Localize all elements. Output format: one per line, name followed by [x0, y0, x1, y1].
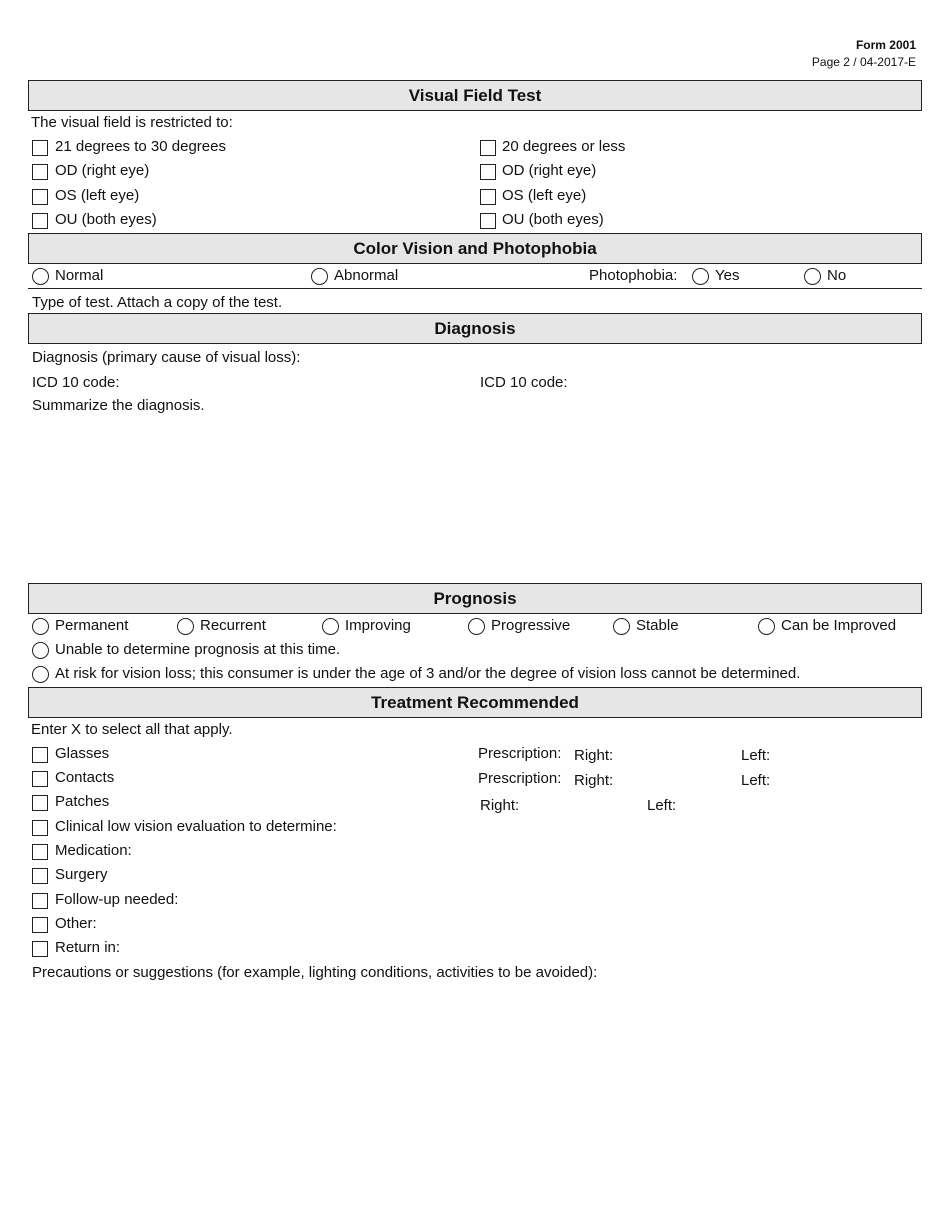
radio-abnormal[interactable]: [311, 268, 328, 285]
checkbox-return-in[interactable]: [32, 941, 48, 957]
label-os-left-eye-left: OS (left eye): [55, 187, 140, 204]
radio-unable-to-determine[interactable]: [32, 642, 49, 659]
checkbox-follow-up[interactable]: [32, 893, 48, 909]
radio-permanent[interactable]: [32, 618, 49, 635]
label-permanent: Permanent: [55, 617, 129, 634]
contacts-right-label: Right:: [574, 772, 614, 789]
label-patches: Patches: [55, 793, 110, 810]
divider: [28, 288, 922, 289]
checkbox-ou-both-eyes-right[interactable]: [480, 213, 496, 229]
section-header-visual-field: Visual Field Test: [28, 80, 922, 111]
label-photophobia-no: No: [827, 267, 847, 284]
glasses-left-label: Left:: [741, 747, 771, 764]
checkbox-od-right-eye-right[interactable]: [480, 164, 496, 180]
label-abnormal: Abnormal: [334, 267, 399, 284]
checkbox-os-left-eye-right[interactable]: [480, 189, 496, 205]
label-20-degrees-or-less: 20 degrees or less: [502, 138, 626, 155]
label-other: Other:: [55, 915, 97, 932]
glasses-prescription-label: Prescription:: [478, 745, 562, 762]
label-return-in: Return in:: [55, 939, 121, 956]
form-number: Form 2001: [855, 38, 916, 52]
checkbox-clinical-low-vision[interactable]: [32, 820, 48, 836]
checkbox-os-left-eye-left[interactable]: [32, 189, 48, 205]
radio-stable[interactable]: [613, 618, 630, 635]
checkbox-other[interactable]: [32, 917, 48, 933]
label-progressive: Progressive: [491, 617, 571, 634]
label-photophobia: Photophobia:: [589, 267, 678, 284]
radio-recurrent[interactable]: [177, 618, 194, 635]
label-at-risk: At risk for vision loss; this consumer is under the age of 3 and/or the degree of vision loss cannot be determined.: [55, 665, 801, 682]
checkbox-patches[interactable]: [32, 795, 48, 811]
label-os-left-eye-right: OS (left eye): [502, 187, 587, 204]
checkbox-21-30-degrees[interactable]: [32, 140, 48, 156]
label-improving: Improving: [345, 617, 411, 634]
section-header-diagnosis: Diagnosis: [28, 313, 922, 344]
patches-right-label: Right:: [480, 797, 520, 814]
label-contacts: Contacts: [55, 769, 115, 786]
contacts-left-label: Left:: [741, 772, 771, 789]
label-photophobia-yes: Yes: [715, 267, 740, 284]
checkbox-20-degrees-or-less[interactable]: [480, 140, 496, 156]
label-recurrent: Recurrent: [200, 617, 266, 634]
label-ou-both-eyes-right: OU (both eyes): [502, 211, 604, 228]
precautions-label: Precautions or suggestions (for example, lighting conditions, activities to be avoided):: [32, 964, 598, 981]
checkbox-medication[interactable]: [32, 844, 48, 860]
checkbox-od-right-eye-left[interactable]: [32, 164, 48, 180]
radio-can-be-improved[interactable]: [758, 618, 775, 635]
checkbox-surgery[interactable]: [32, 868, 48, 884]
visual-field-intro: The visual field is restricted to:: [31, 114, 233, 131]
radio-at-risk[interactable]: [32, 666, 49, 683]
label-stable: Stable: [636, 617, 679, 634]
label-follow-up: Follow-up needed:: [55, 891, 179, 908]
label-ou-both-eyes-left: OU (both eyes): [55, 211, 157, 228]
label-od-right-eye-left: OD (right eye): [55, 162, 150, 179]
checkbox-ou-both-eyes-left[interactable]: [32, 213, 48, 229]
label-glasses: Glasses: [55, 745, 110, 762]
glasses-right-label: Right:: [574, 747, 614, 764]
type-of-test-label: Type of test. Attach a copy of the test.: [32, 294, 283, 311]
label-surgery: Surgery: [55, 866, 108, 883]
icd-code-label-left: ICD 10 code:: [32, 374, 120, 391]
patches-left-label: Left:: [647, 797, 677, 814]
contacts-prescription-label: Prescription:: [478, 770, 562, 787]
checkbox-contacts[interactable]: [32, 771, 48, 787]
label-medication: Medication:: [55, 842, 132, 859]
treatment-intro: Enter X to select all that apply.: [31, 721, 233, 738]
radio-improving[interactable]: [322, 618, 339, 635]
section-header-prognosis: Prognosis: [28, 583, 922, 614]
icd-code-label-right: ICD 10 code:: [480, 374, 568, 391]
label-normal: Normal: [55, 267, 104, 284]
label-can-be-improved: Can be Improved: [781, 617, 897, 634]
label-clinical-low-vision: Clinical low vision evaluation to determine:: [55, 818, 337, 835]
page-info: Page 2 / 04-2017-E: [811, 55, 916, 69]
summarize-diagnosis-label: Summarize the diagnosis.: [32, 397, 205, 414]
label-unable-to-determine: Unable to determine prognosis at this time.: [55, 641, 341, 658]
section-header-color-vision: Color Vision and Photophobia: [28, 233, 922, 264]
label-21-30-degrees: 21 degrees to 30 degrees: [55, 138, 226, 155]
checkbox-glasses[interactable]: [32, 747, 48, 763]
label-od-right-eye-right: OD (right eye): [502, 162, 597, 179]
section-header-treatment: Treatment Recommended: [28, 687, 922, 718]
radio-progressive[interactable]: [468, 618, 485, 635]
radio-photophobia-no[interactable]: [804, 268, 821, 285]
radio-normal[interactable]: [32, 268, 49, 285]
diagnosis-primary-label: Diagnosis (primary cause of visual loss):: [32, 349, 301, 366]
radio-photophobia-yes[interactable]: [692, 268, 709, 285]
